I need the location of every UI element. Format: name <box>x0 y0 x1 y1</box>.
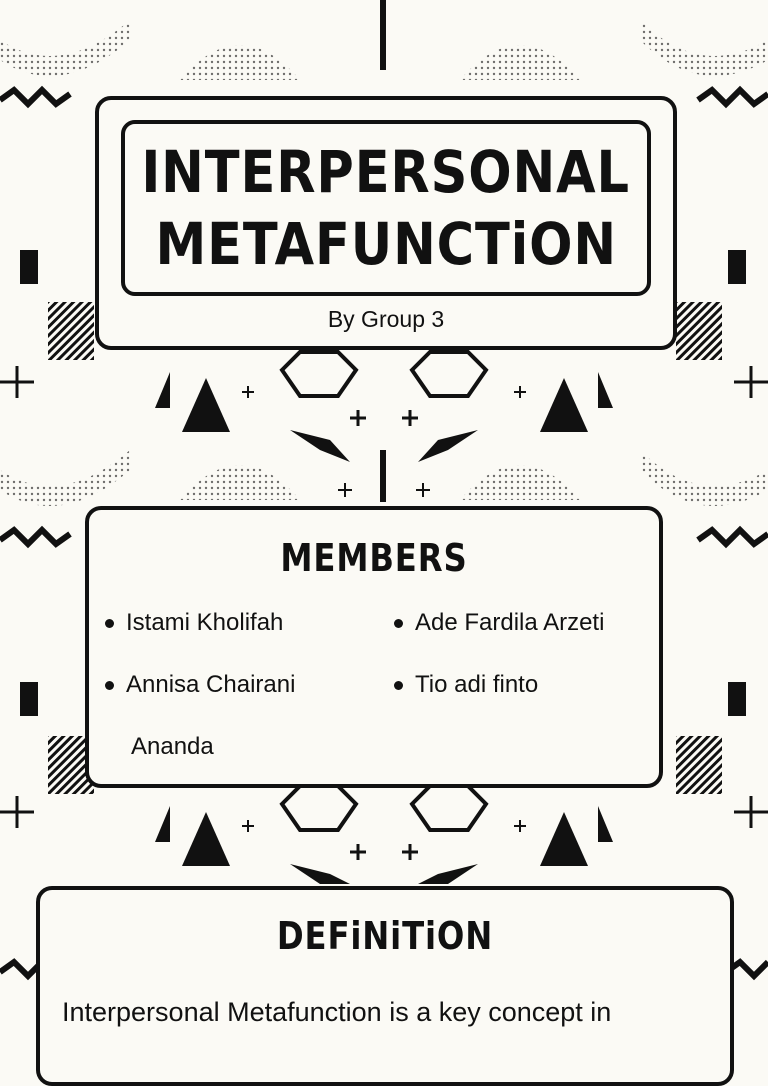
member-name: Annisa Chairani <box>126 671 296 698</box>
member-name: Tio adi finto <box>415 671 539 698</box>
definition-text: Interpersonal Metafunction is a key concept in <box>62 997 612 1027</box>
bullet-icon <box>105 619 114 628</box>
title-line-1: INTERPERSONAL <box>141 138 631 206</box>
member-item <box>394 592 604 654</box>
title-line-2: METAFUNCTiON <box>155 210 617 278</box>
members-heading: MEMBERS <box>280 536 468 580</box>
bullet-icon <box>394 619 403 628</box>
title-frame <box>121 120 651 296</box>
member-name: Istami Kholifah <box>126 609 284 636</box>
bullet-icon <box>394 681 403 690</box>
member-name: Ade Fardila Arzeti <box>415 609 605 636</box>
subtitle: By Group 3 <box>327 306 445 332</box>
member-name-continuation: Ananda <box>131 733 214 760</box>
definition-heading: DEFiNiTiON <box>276 914 494 958</box>
title-card <box>95 96 677 350</box>
member-item <box>105 592 283 654</box>
definition-card <box>36 886 734 1086</box>
member-item <box>394 654 538 716</box>
members-card <box>85 506 663 788</box>
bullet-icon <box>105 681 114 690</box>
member-item <box>105 654 355 778</box>
